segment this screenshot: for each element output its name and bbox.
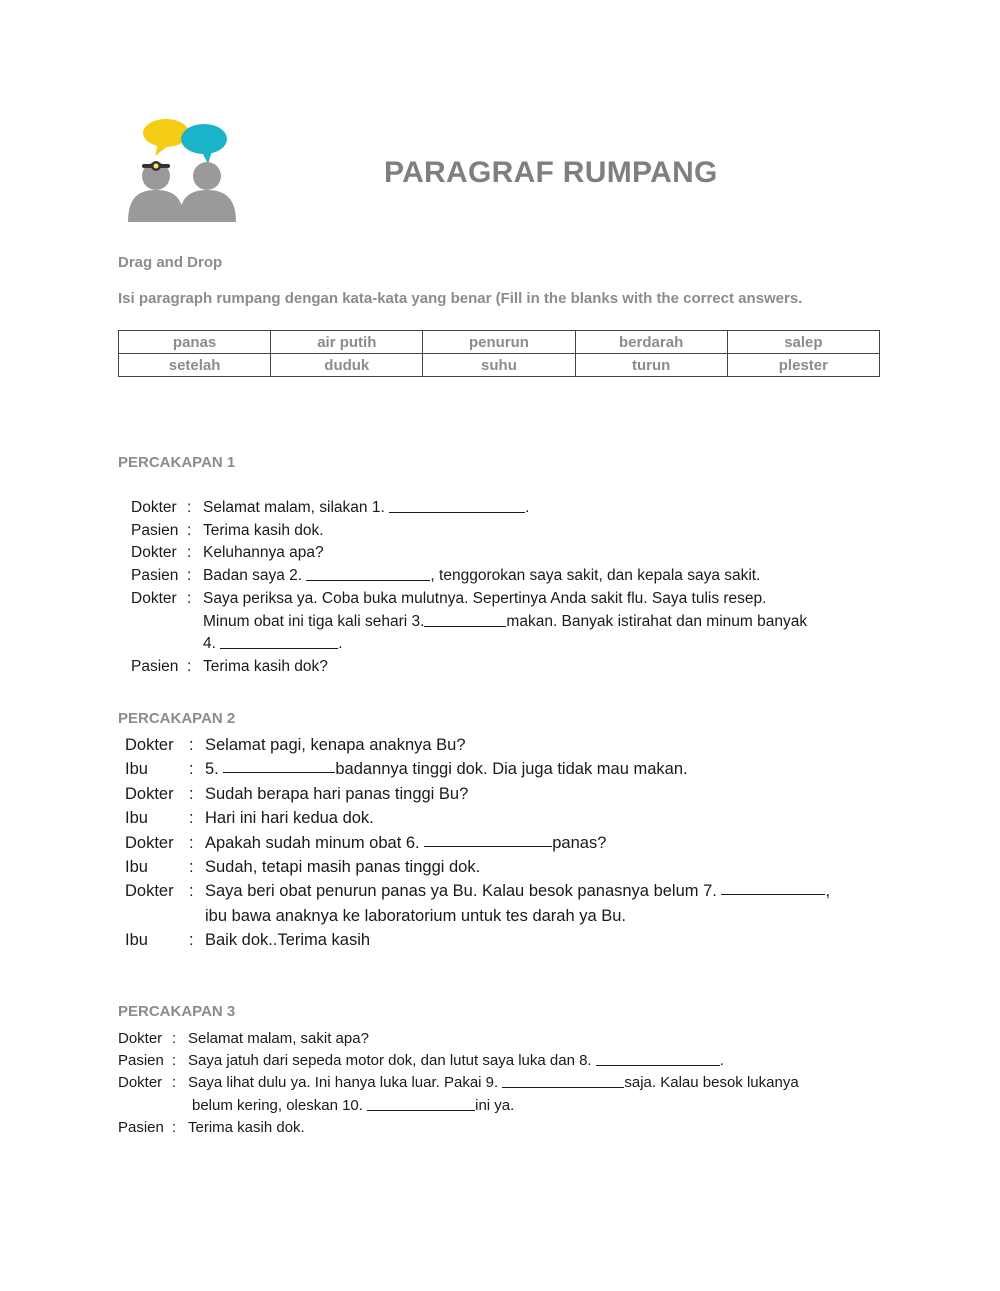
word-option[interactable]: duduk xyxy=(271,354,423,377)
dialog-line: Ibu : Hari ini hari kedua dok. xyxy=(125,806,830,830)
conversation3-dialog xyxy=(118,1028,799,1139)
answer-blank-2[interactable] xyxy=(306,565,430,581)
answer-blank-8[interactable] xyxy=(596,1050,720,1066)
line-text: makan. Banyak istirahat dan minum banyak xyxy=(506,612,808,630)
word-option[interactable]: panas xyxy=(119,331,271,354)
line-text: badannya tinggi dok. Dia juga tidak mau makan. xyxy=(335,760,688,779)
two-people-chat-icon xyxy=(124,116,242,226)
line-text: Saya jatuh dari sepeda motor dok, dan lutut saya luka dan 8. xyxy=(188,1052,592,1070)
dialog-line: Dokter : Saya beri obat penurun panas ya Bu. Kalau besok panasnya belum 7. , xyxy=(125,879,830,903)
dialog-line: Dokter : Saya periksa ya. Coba buka mulutnya. Sepertinya Anda sakit flu. Saya tulis resep. xyxy=(131,588,807,611)
line-text: . xyxy=(525,499,530,516)
answer-blank-10[interactable] xyxy=(367,1095,475,1111)
line-text: 5. xyxy=(205,760,219,779)
instruction-text: Isi paragraph rumpang dengan kata-kata yang benar (Fill in the blanks with the correct answers. xyxy=(118,290,803,307)
answer-blank-9[interactable] xyxy=(502,1072,624,1088)
dialog-line: Dokter : Saya lihat dulu ya. Ini hanya luka luar. Pakai 9. saja. Kalau besok lukanya xyxy=(118,1072,799,1094)
line-text: Hari ini hari kedua dok. xyxy=(205,809,374,828)
speaker-label: Dokter xyxy=(125,736,174,754)
speaker-label: Ibu xyxy=(125,809,148,828)
speaker-label: Dokter xyxy=(131,544,177,562)
activity-type-label: Drag and Drop xyxy=(118,254,223,271)
line-text: , tenggorokan saya sakit, dan kepala saya sakit. xyxy=(430,567,761,585)
line-text: Selamat malam, silakan 1. xyxy=(203,499,385,516)
line-text: belum kering, oleskan 10. xyxy=(192,1096,363,1114)
line-text: ini ya. xyxy=(475,1096,515,1114)
speaker-label: Dokter xyxy=(118,1074,163,1092)
line-text: Saya beri obat penurun panas ya Bu. Kalau besok panasnya belum 7. xyxy=(205,882,717,901)
word-bank-row xyxy=(119,354,880,377)
speaker-label: Ibu xyxy=(125,931,148,950)
word-option[interactable]: berdarah xyxy=(575,331,727,354)
line-text: , xyxy=(825,882,831,901)
dialog-line-continued xyxy=(131,633,807,656)
line-text: Saya lihat dulu ya. Ini hanya luka luar. Pakai 9. xyxy=(188,1074,499,1092)
dialog-line-continued xyxy=(118,1095,799,1117)
conversation2-dialog xyxy=(125,733,830,953)
conversation2-heading: PERCAKAPAN 2 xyxy=(118,710,236,727)
line-text: Selamat pagi, kenapa anaknya Bu? xyxy=(205,736,466,754)
line-text: Keluhannya apa? xyxy=(203,544,324,562)
word-bank-row xyxy=(119,331,880,354)
speaker-label: Ibu xyxy=(125,858,148,877)
line-text: ibu bawa anaknya ke laboratorium untuk tes darah ya Bu. xyxy=(205,906,627,925)
dialog-line: Pasien : Terima kasih dok? xyxy=(131,656,807,679)
dialog-line: Dokter : Keluhannya apa? xyxy=(131,542,807,565)
line-text: Terima kasih dok? xyxy=(203,657,328,675)
speaker-label: Dokter xyxy=(125,833,174,852)
word-option[interactable]: plester xyxy=(727,354,879,377)
line-text: Sudah berapa hari panas tinggi Bu? xyxy=(205,784,469,803)
dialog-line: Pasien : Terima kasih dok. xyxy=(118,1117,799,1139)
line-text: . xyxy=(338,635,343,653)
answer-blank-3[interactable] xyxy=(424,611,506,627)
line-text: Apakah sudah minum obat 6. xyxy=(205,833,420,852)
speaker-label: Dokter xyxy=(125,784,174,803)
word-option[interactable]: penurun xyxy=(423,331,575,354)
line-text: Minum obat ini tiga kali sehari 3. xyxy=(203,612,425,630)
conversation1-heading: PERCAKAPAN 1 xyxy=(118,454,236,471)
word-option[interactable]: turun xyxy=(575,354,727,377)
speaker-label: Dokter xyxy=(131,499,177,516)
line-text: 4. xyxy=(203,635,216,653)
speaker-label: Ibu xyxy=(125,760,148,779)
answer-blank-5[interactable] xyxy=(223,757,335,773)
answer-blank-6[interactable] xyxy=(424,831,552,847)
dialog-line: Dokter : Selamat pagi, kenapa anaknya Bu? xyxy=(125,733,830,757)
dialog-line: Dokter : Selamat malam, sakit apa? xyxy=(118,1028,799,1050)
dialog-line: Dokter : Selamat malam, silakan 1. . xyxy=(131,497,807,520)
line-text: Terima kasih dok. xyxy=(203,521,324,539)
line-text: Badan saya 2. xyxy=(203,567,303,585)
speaker-label: Pasien xyxy=(118,1118,164,1136)
dialog-line: Pasien : Badan saya 2. , tenggorokan saya sakit, dan kepala saya sakit. xyxy=(131,565,807,588)
word-bank-table xyxy=(118,330,880,377)
line-text: Baik dok..Terima kasih xyxy=(205,931,371,950)
dialog-line-continued xyxy=(131,611,807,634)
word-option[interactable]: setelah xyxy=(119,354,271,377)
answer-blank-7[interactable] xyxy=(721,879,825,895)
conversation3-heading: PERCAKAPAN 3 xyxy=(118,1003,236,1020)
speaker-label: Pasien xyxy=(131,657,179,675)
speaker-label: Dokter xyxy=(118,1030,163,1047)
dialog-line: Pasien : Terima kasih dok. xyxy=(131,520,807,543)
answer-blank-4[interactable] xyxy=(220,633,338,649)
line-text: Sudah, tetapi masih panas tinggi dok. xyxy=(205,858,481,877)
page-title: PARAGRAF RUMPANG xyxy=(384,156,718,189)
conversation1-dialog xyxy=(131,497,807,679)
line-text: Terima kasih dok. xyxy=(188,1118,305,1136)
line-text: Saya periksa ya. Coba buka mulutnya. Sepertinya Anda sakit flu. Saya tulis resep. xyxy=(203,589,767,607)
dialog-line: Dokter : Sudah berapa hari panas tinggi Bu? xyxy=(125,782,830,806)
answer-blank-1[interactable] xyxy=(389,497,525,513)
dialog-line: Dokter : Apakah sudah minum obat 6. panas? xyxy=(125,831,830,855)
dialog-line: Pasien : Saya jatuh dari sepeda motor dok, dan lutut saya luka dan 8. . xyxy=(118,1050,799,1072)
speaker-label: Dokter xyxy=(125,882,174,901)
word-option[interactable]: salep xyxy=(727,331,879,354)
dialog-line-continued xyxy=(125,904,830,928)
speaker-label: Pasien xyxy=(131,521,179,539)
line-text: saja. Kalau besok lukanya xyxy=(624,1074,799,1092)
dialog-line: Ibu : Baik dok..Terima kasih xyxy=(125,928,830,952)
word-option[interactable]: air putih xyxy=(271,331,423,354)
speaker-label: Dokter xyxy=(131,589,177,607)
dialog-line: Ibu : 5. badannya tinggi dok. Dia juga tidak mau makan. xyxy=(125,757,830,781)
line-text: Selamat malam, sakit apa? xyxy=(188,1030,369,1047)
word-option[interactable]: suhu xyxy=(423,354,575,377)
line-text: . xyxy=(719,1052,724,1070)
speaker-label: Pasien xyxy=(131,567,179,585)
dialog-line: Ibu : Sudah, tetapi masih panas tinggi dok. xyxy=(125,855,830,879)
speaker-label: Pasien xyxy=(118,1052,164,1070)
line-text: panas? xyxy=(552,833,607,852)
